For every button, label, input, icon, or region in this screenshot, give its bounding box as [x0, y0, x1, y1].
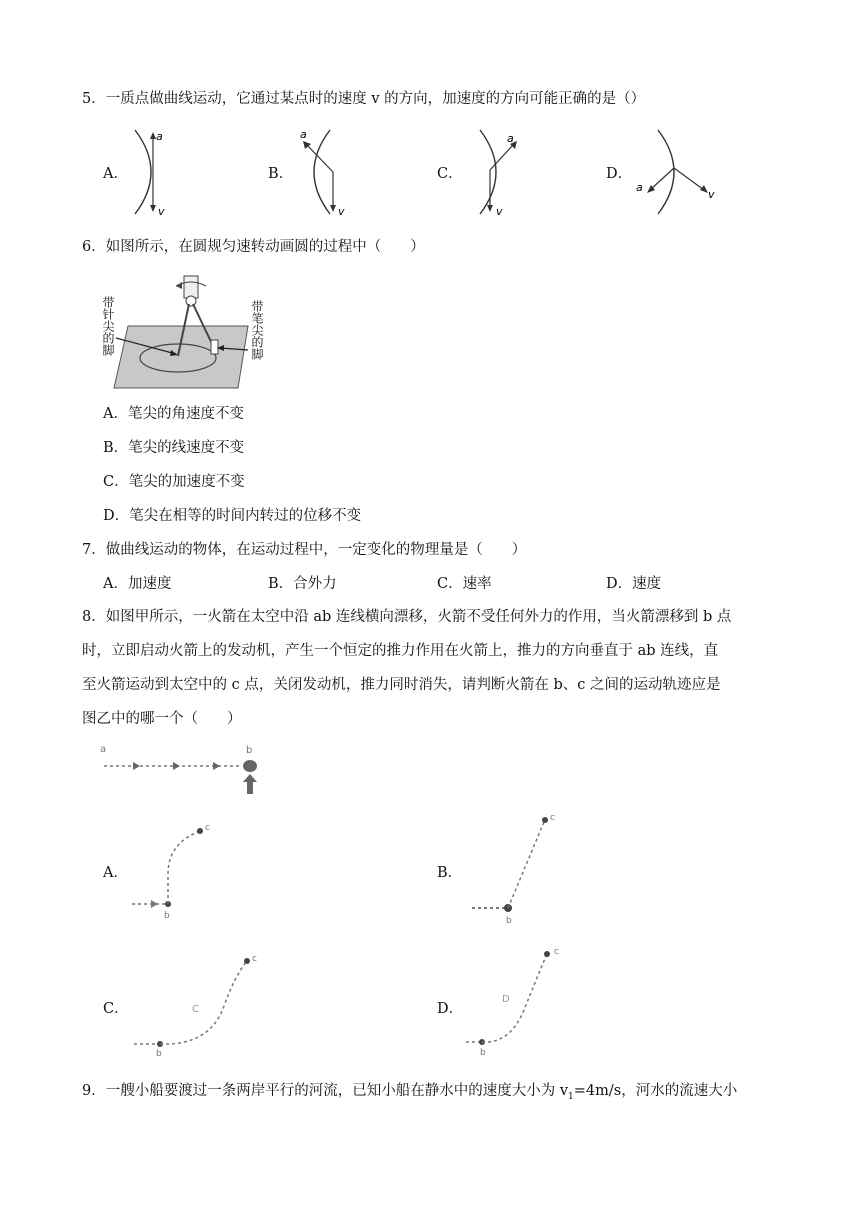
q5-option-b: B．: [268, 166, 294, 182]
q5-figure-a: [125, 126, 175, 218]
svg-text:a: a: [300, 128, 307, 141]
svg-text:v: v: [708, 188, 715, 201]
q7-option-d: D．速度: [606, 576, 662, 592]
q8-option-c: C．: [103, 1001, 129, 1017]
q8-figure-jia: [96, 740, 266, 800]
svg-text:c: c: [550, 813, 555, 823]
q8-option-d: D．: [437, 1001, 464, 1017]
svg-text:a: a: [636, 181, 643, 194]
q8-figure-a: [128, 820, 228, 920]
svg-text:v: v: [158, 205, 165, 218]
q8-option-b: B．: [437, 865, 463, 881]
q5-option-d: D．: [606, 166, 633, 182]
q7-stem: 7．做曲线运动的物体，在运动过程中，一定变化的物理量是（ ）: [82, 542, 527, 558]
svg-text:b: b: [246, 745, 253, 756]
q7-option-a: A．加速度: [103, 576, 172, 592]
q5-figure-c: [460, 126, 530, 218]
q6-stem: 6．如图所示，在圆规匀速转动画圆的过程中（ ）: [82, 239, 425, 255]
q6-label-pen-foot: 带笔尖的脚: [250, 300, 264, 360]
svg-text:b: b: [164, 911, 170, 920]
q9-line1: 9．一艘小船要渡过一条两岸平行的河流，已知小船在静水中的速度大小为 $v_1=4m/s$，河水的流速大小: [82, 1083, 738, 1102]
q6-compass-figure: [98, 268, 268, 392]
q6-label-needle-foot: 带针尖的脚: [101, 296, 115, 356]
q5-stem: 5．一质点做曲线运动，它通过某点时的速度 v 的方向，加速度的方向可能正确的是（）: [82, 91, 646, 107]
q6-option-c: C．笔尖的加速度不变: [103, 474, 245, 490]
svg-text:v: v: [338, 205, 345, 218]
q7-option-b: B．合外力: [268, 576, 337, 592]
svg-text:b: b: [480, 1048, 486, 1058]
svg-text:b: b: [506, 916, 512, 926]
q8-line4: 图乙中的哪一个（ ）: [82, 711, 242, 727]
q8-line3: 至火箭运动到太空中的 c 点，关闭发动机，推力同时消失，请判断火箭在 b、c 之间的运动轨迹应是: [82, 677, 721, 693]
svg-text:C: C: [192, 1004, 199, 1015]
q8-line2: 时，立即启动火箭上的发动机，产生一个恒定的推力作用在火箭上，推力的方向垂直于 ab 连线，直: [82, 643, 719, 659]
svg-text:b: b: [156, 1049, 162, 1059]
q6-option-b: B．笔尖的线速度不变: [103, 440, 245, 456]
svg-text:a: a: [100, 744, 107, 755]
svg-text:a: a: [156, 130, 163, 143]
q5-option-c: C．: [437, 166, 463, 182]
q8-figure-b: [468, 806, 568, 926]
svg-text:c: c: [252, 954, 257, 964]
q7-option-c: C．速率: [437, 576, 492, 592]
q6-option-d: D．笔尖在相等的时间内转过的位移不变: [103, 508, 362, 524]
svg-text:a: a: [507, 132, 514, 145]
q8-option-a: A．: [103, 865, 128, 881]
q5-option-a: A．: [103, 166, 128, 182]
q5-figure-b: [290, 126, 350, 218]
q6-option-a: A．笔尖的角速度不变: [103, 406, 244, 422]
svg-text:c: c: [554, 947, 559, 957]
svg-text:c: c: [205, 823, 210, 833]
q8-figure-d: [462, 940, 582, 1060]
q8-figure-c: [128, 950, 268, 1060]
q5-figure-d: [630, 126, 720, 218]
svg-text:v: v: [496, 205, 503, 218]
q8-line1: 8．如图甲所示，一火箭在太空中沿 ab 连线横向漂移，火箭不受任何外力的作用，当火箭漂移到 b 点: [82, 609, 732, 625]
svg-text:D: D: [502, 994, 510, 1005]
